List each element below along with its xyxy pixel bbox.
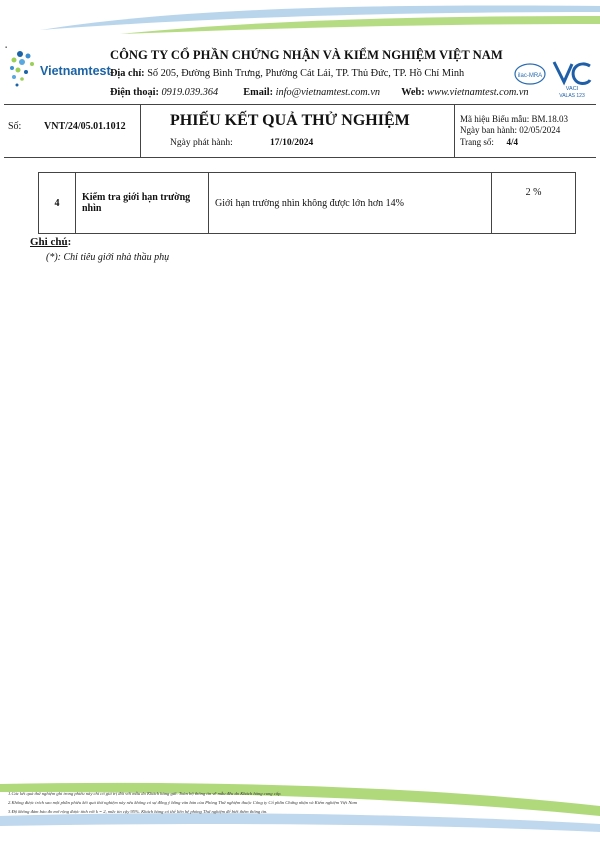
test-requirement: Giới hạn trường nhìn không được lớn hơn 14% <box>209 173 492 234</box>
form-code: BM.18.03 <box>531 114 569 124</box>
email-value[interactable]: info@vietnamtest.com.vn <box>275 87 381 98</box>
accreditation-logos <box>510 58 594 98</box>
phone-label: Điện thoại: <box>110 87 159 98</box>
header-divider-right <box>454 104 455 157</box>
phone-value: 0919.039.364 <box>161 87 219 98</box>
vaci-icon <box>554 62 590 98</box>
notes-title: Ghi chú: <box>30 236 72 248</box>
ilac-mra-icon <box>515 64 545 84</box>
table-row <box>39 173 576 234</box>
address-line <box>110 68 464 79</box>
form-code-line <box>460 114 568 124</box>
company-logo <box>8 46 111 98</box>
logo-text: Vietnamtest <box>40 64 111 78</box>
page-number: 4/4 <box>506 137 518 147</box>
page-label: Trang số: <box>460 137 494 147</box>
logo-dots-icon <box>8 46 38 90</box>
svg-text:VALAS 123: VALAS 123 <box>559 93 585 98</box>
header-divider-left <box>140 104 141 157</box>
form-date-label: Ngày ban hành: <box>460 125 517 135</box>
page-line <box>460 137 518 147</box>
address-value: Số 205, Đường Bình Trưng, Phường Cát Lái, TP. Thủ Đức, TP. Hồ Chí Minh <box>147 68 465 79</box>
note-item: (*): Chỉ tiêu giới nhà thầu phụ <box>46 252 170 263</box>
form-date: 02/05/2024 <box>519 125 561 135</box>
test-item: Kiểm tra giới hạn trường nhìn <box>76 173 209 234</box>
contact-line <box>110 87 529 98</box>
footer-note-3: 3.Độ không đảm bảo đo mở rộng được tính với k = 2, mức tin cậy 95%. Khách hàng có thể liên hệ phòng Thử nghiệm để biết thêm thông tin. <box>8 809 268 814</box>
issue-date: 17/10/2024 <box>270 138 314 148</box>
web-value[interactable]: www.vietnamtest.com.vn <box>427 87 529 98</box>
report-title: PHIẾU KẾT QUẢ THỬ NGHIỆM <box>170 112 410 129</box>
web-label: Web: <box>401 87 425 98</box>
results-table <box>38 172 576 234</box>
corner-mark: ▪ <box>5 45 8 51</box>
row-number: 4 <box>39 173 76 234</box>
form-date-line <box>460 125 560 135</box>
footer-note-1: 1.Các kết quả thử nghiệm ghi trong phiếu này chỉ có giá trị đối với mẫu do Khách hàng gửi. Toàn bộ thông tin về mẫu đều do Khách hàng cung cấp. <box>8 791 282 796</box>
footer-note-2: 2.Không được trích sao một phần phiếu kết quả thử nghiệm này nếu không có sự đồng ý bằng văn bản của Phòng Thử nghiệm thuộc Công ty Cổ phần Chứng nhận và Kiểm nghiệm Việt Nam <box>8 800 358 805</box>
company-name: CÔNG TY CỔ PHẦN CHỨNG NHẬN VÀ KIỂM NGHIỆM VIỆT NAM <box>110 48 503 62</box>
report-number: VNT/24/05.01.1012 <box>44 121 126 132</box>
email-label: Email: <box>243 87 274 98</box>
test-result: 2 % <box>492 173 576 234</box>
address-label: Địa chỉ: <box>110 68 145 79</box>
top-swoosh-decoration <box>0 0 600 40</box>
issue-date-label: Ngày phát hành: <box>170 138 233 148</box>
svg-text:VACI: VACI <box>565 86 579 92</box>
report-number-label: Số: <box>8 121 22 132</box>
svg-text:ilac-MRA: ilac-MRA <box>517 73 543 79</box>
form-code-label: Mã hiệu Biểu mẫu: <box>460 114 530 124</box>
